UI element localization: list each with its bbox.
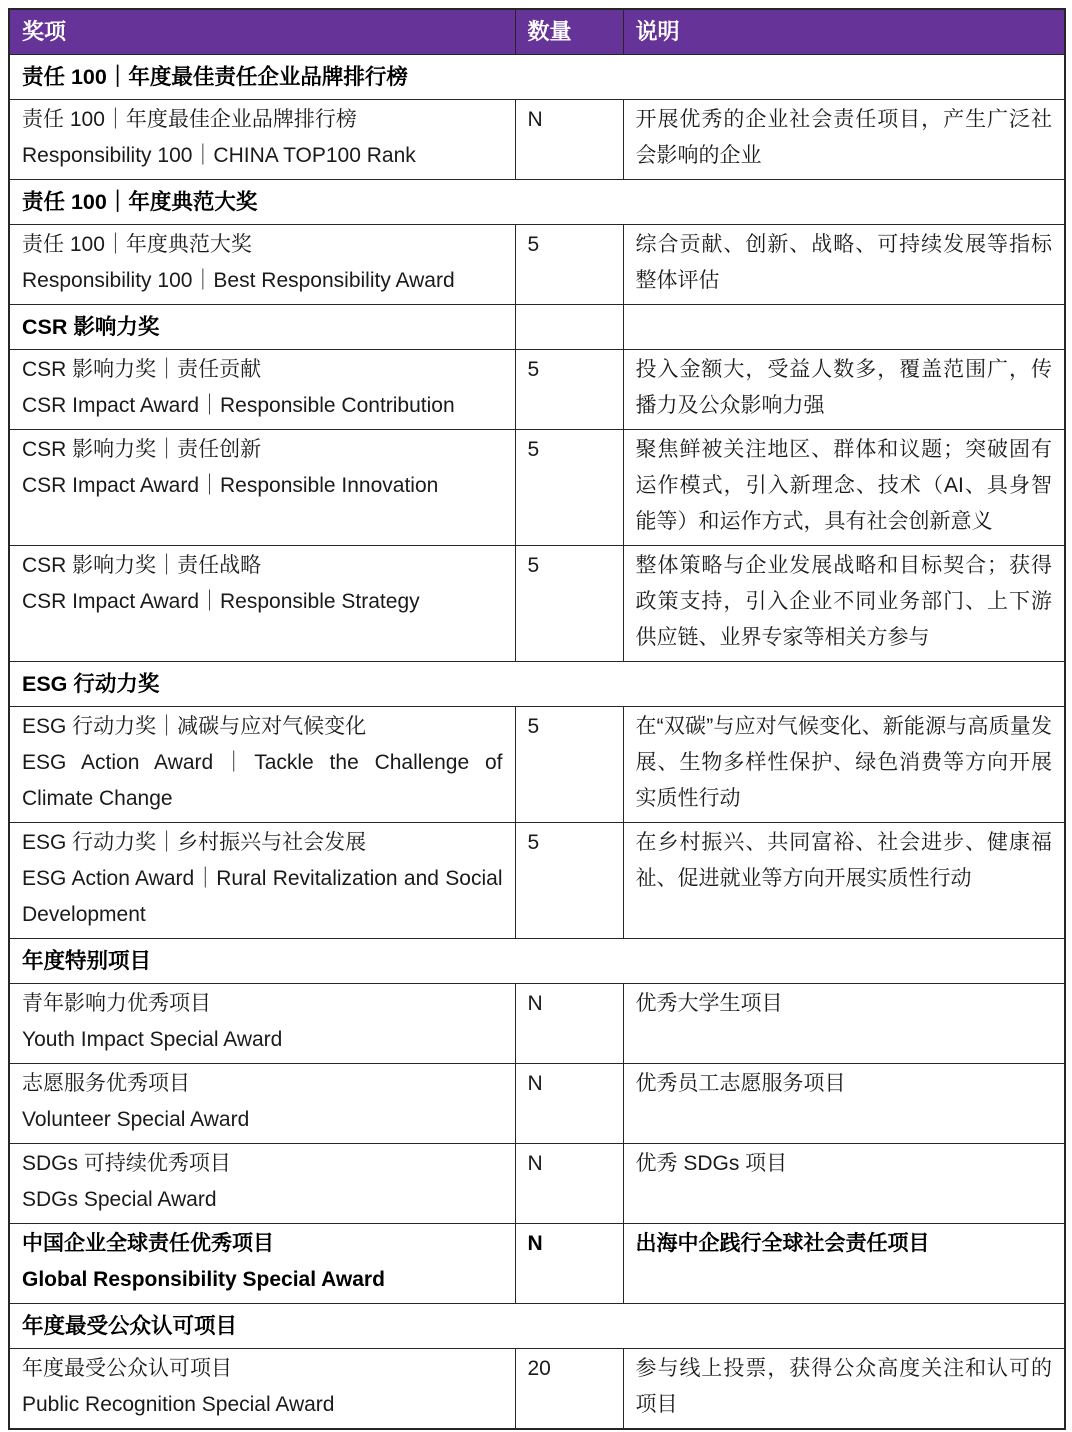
quantity-cell: N [515, 100, 623, 180]
description-cell: 优秀 SDGs 项目 [623, 1144, 1065, 1224]
award-cell [9, 225, 515, 305]
description-cell: 整体策略与企业发展战略和目标契合；获得政策支持，引入企业不同业务部门、上下游供应链、业界专家等相关方参与 [623, 546, 1065, 662]
description-cell: 在“双碳”与应对气候变化、新能源与高质量发展、生物多样性保护、绿色消费等方向开展实质性行动 [623, 707, 1065, 823]
description-cell: 综合贡献、创新、战略、可持续发展等指标整体评估 [623, 225, 1065, 305]
award-name-zh: CSR 影响力奖｜责任战略 [22, 554, 262, 577]
section-title: 年度特别项目 [9, 939, 1065, 984]
description-cell: 投入金额大，受益人数多，覆盖范围广，传播力及公众影响力强 [623, 350, 1065, 430]
award-cell [9, 1144, 515, 1224]
award-name-en: Youth Impact Special Award [22, 1028, 283, 1051]
table-row [9, 1144, 1065, 1224]
award-cell [9, 1224, 515, 1304]
award-name-en: Responsibility 100｜Best Responsibility Award [22, 269, 455, 292]
description-cell: 优秀大学生项目 [623, 984, 1065, 1064]
section-row [9, 180, 1065, 225]
section-title: 责任 100｜年度典范大奖 [9, 180, 1065, 225]
table-row [9, 1349, 1065, 1430]
award-name-en: Global Responsibility Special Award [22, 1268, 385, 1291]
quantity-cell: 5 [515, 823, 623, 939]
table-row [9, 707, 1065, 823]
section-row [9, 1304, 1065, 1349]
header-row [9, 9, 1065, 55]
award-name-zh: 责任 100｜年度典范大奖 [22, 233, 252, 256]
award-name-en: ESG Action Award｜Rural Revitalization and Social Development [22, 867, 503, 926]
award-name-zh: 责任 100｜年度最佳企业品牌排行榜 [22, 108, 357, 131]
section-row [9, 55, 1065, 100]
quantity-cell: 5 [515, 225, 623, 305]
table-row [9, 100, 1065, 180]
section-row [9, 662, 1065, 707]
description-cell: 聚焦鲜被关注地区、群体和议题；突破固有运作模式，引入新理念、技术（AI、具身智能等）和运作方式，具有社会创新意义 [623, 430, 1065, 546]
award-name-zh: ESG 行动力奖｜减碳与应对气候变化 [22, 715, 367, 738]
section-title: 责任 100｜年度最佳责任企业品牌排行榜 [9, 55, 1065, 100]
award-name-zh: CSR 影响力奖｜责任贡献 [22, 358, 262, 381]
description-cell: 优秀员工志愿服务项目 [623, 1064, 1065, 1144]
award-cell [9, 984, 515, 1064]
section-row-with-cells [9, 305, 1065, 350]
award-cell [9, 546, 515, 662]
award-name-en: Public Recognition Special Award [22, 1393, 335, 1416]
section-title: ESG 行动力奖 [9, 662, 1065, 707]
award-name-zh: 年度最受公众认可项目 [22, 1357, 232, 1380]
award-name-zh: 中国企业全球责任优秀项目 [22, 1232, 274, 1255]
award-cell [9, 1064, 515, 1144]
quantity-cell: 5 [515, 430, 623, 546]
table-row [9, 984, 1065, 1064]
table-row [9, 1064, 1065, 1144]
description-cell: 在乡村振兴、共同富裕、社会进步、健康福祉、促进就业等方向开展实质性行动 [623, 823, 1065, 939]
award-cell [9, 823, 515, 939]
quantity-cell-empty [515, 305, 623, 350]
award-name-en: SDGs Special Award [22, 1188, 217, 1211]
award-cell [9, 350, 515, 430]
award-name-en: Responsibility 100｜CHINA TOP100 Rank [22, 144, 416, 167]
table-row-bold [9, 1224, 1065, 1304]
quantity-cell: 5 [515, 350, 623, 430]
award-name-en: CSR Impact Award｜Responsible Strategy [22, 590, 420, 613]
award-name-en: CSR Impact Award｜Responsible Innovation [22, 474, 439, 497]
award-name-zh: 青年影响力优秀项目 [22, 992, 211, 1015]
section-row [9, 939, 1065, 984]
quantity-cell: N [515, 1224, 623, 1304]
award-name-zh: ESG 行动力奖｜乡村振兴与社会发展 [22, 831, 367, 854]
awards-table [8, 8, 1066, 1430]
award-name-zh: SDGs 可持续优秀项目 [22, 1152, 231, 1175]
quantity-cell: 5 [515, 707, 623, 823]
table-row [9, 546, 1065, 662]
award-cell [9, 100, 515, 180]
award-cell [9, 430, 515, 546]
table-row [9, 225, 1065, 305]
description-cell: 开展优秀的企业社会责任项目，产生广泛社会影响的企业 [623, 100, 1065, 180]
section-title: CSR 影响力奖 [9, 305, 515, 350]
award-name-en: Volunteer Special Award [22, 1108, 250, 1131]
table-row [9, 823, 1065, 939]
quantity-cell: N [515, 1144, 623, 1224]
column-header-description: 说明 [623, 9, 1065, 55]
description-cell-empty [623, 305, 1065, 350]
table-row [9, 350, 1065, 430]
quantity-cell: 20 [515, 1349, 623, 1430]
award-cell [9, 1349, 515, 1430]
column-header-quantity: 数量 [515, 9, 623, 55]
award-name-en: ESG Action Award｜Tackle the Challenge of Climate Change [22, 751, 503, 810]
column-header-award: 奖项 [9, 9, 515, 55]
table-row [9, 430, 1065, 546]
section-title: 年度最受公众认可项目 [9, 1304, 1065, 1349]
quantity-cell: N [515, 984, 623, 1064]
page-root [0, 8, 1072, 1432]
description-cell: 出海中企践行全球社会责任项目 [623, 1224, 1065, 1304]
description-cell: 参与线上投票，获得公众高度关注和认可的项目 [623, 1349, 1065, 1430]
award-name-zh: 志愿服务优秀项目 [22, 1072, 190, 1095]
award-name-zh: CSR 影响力奖｜责任创新 [22, 438, 262, 461]
quantity-cell: 5 [515, 546, 623, 662]
quantity-cell: N [515, 1064, 623, 1144]
award-name-en: CSR Impact Award｜Responsible Contribution [22, 394, 455, 417]
award-cell [9, 707, 515, 823]
